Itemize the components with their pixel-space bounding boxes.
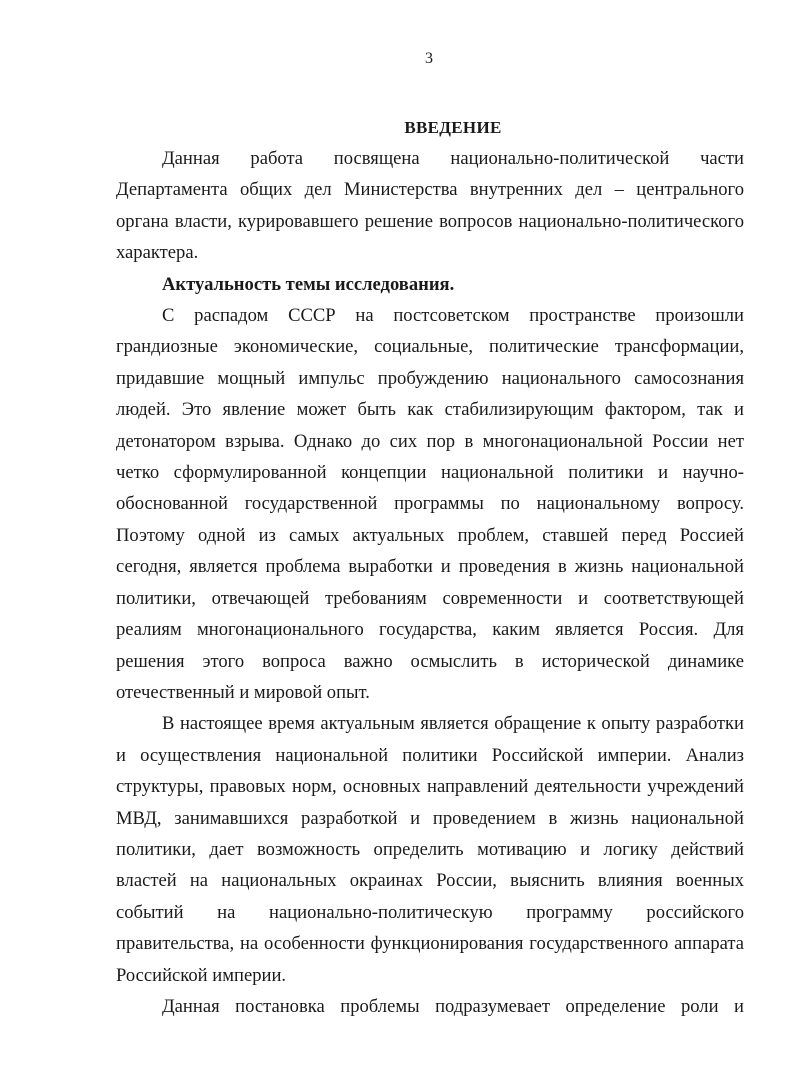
paragraph-present-time: В настоящее время актуальным является обращение к опыту разработки и осуществления национальной политики Российской империи. Анализ структуры, правовых норм, основных направлений деятельности учреждений МВД, занимавшихся разработкой и проведением в жизнь национальной политики, дает возможность определить мотивацию и логику действий властей на национальных окраинах России, выяснить влияния военных событий на национально-политическую программу российского правительства, на особенности функционирования государственного аппарата Российской империи. <box>116 713 744 986</box>
subheading-relevance: Актуальность темы исследования. <box>162 273 455 295</box>
paragraph-problem-statement: Данная постановка проблемы подразумевает определение роли и <box>162 995 744 1017</box>
section-heading: ВВЕДЕНИЕ <box>404 118 502 137</box>
document-body <box>116 143 744 1022</box>
paragraph-relevance: С распадом СССР на постсоветском пространстве произошли грандиозные экономические, социальные, политические трансформации, придавшие мощный импульс пробуждению национального самосознания людей. Это явление может быть как стабилизирующим фактором, так и детонатором взрыва. Однако до сих пор в многонациональной России нет четко сформулированной концепции национальной политики и научно-обоснованной государственной программы по национальному вопросу. Поэтому одной из самых актуальных проблем, ставшей перед Россией сегодня, является проблема выработки и проведения в жизнь национальной политики, отвечающей требованиям современности и соответствующей реалиям многонационального государства, каким является Россия. Для решения этого вопроса важно осмыслить в исторической динамике отечественный и мировой опыт. <box>116 305 744 703</box>
paragraph-intro: Данная работа посвящена национально-политической части Департамента общих дел Министерства внутренних дел – центрального органа власти, курировавшего решение вопросов национально-политического характера. <box>116 148 744 264</box>
page-number: 3 <box>425 50 433 67</box>
